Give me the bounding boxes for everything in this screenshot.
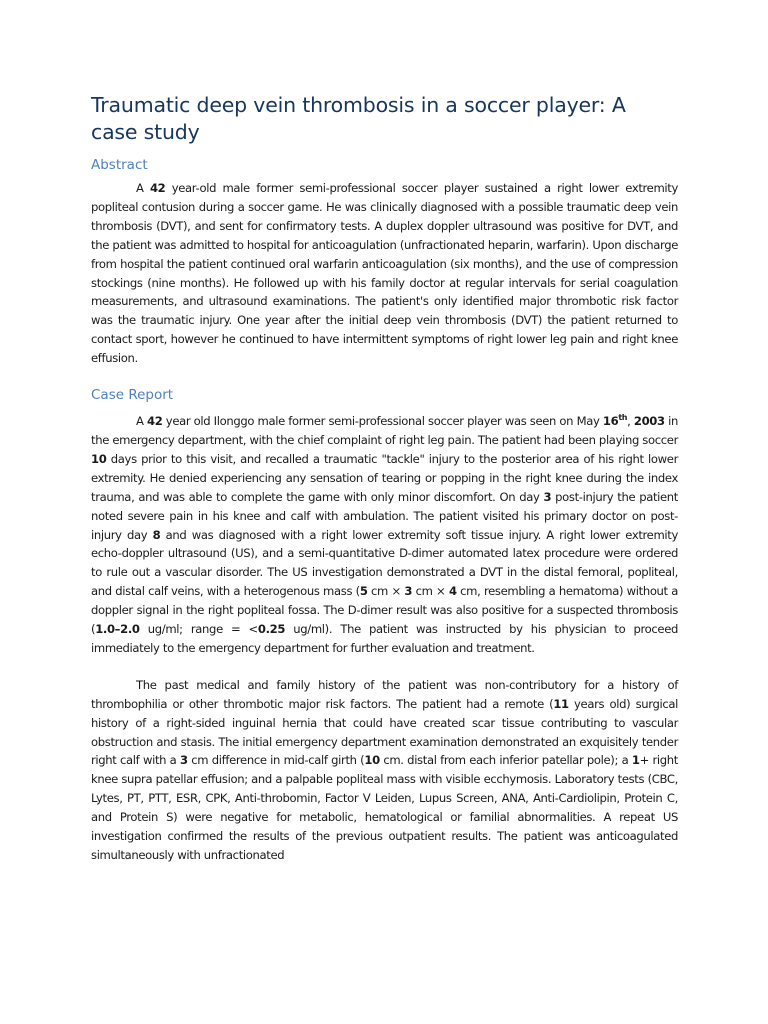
text-run: cm × [367, 584, 405, 599]
bold-value: 0.25 [257, 622, 286, 637]
text-run: ug/ml). The patient was instructed by his physician to proceed immediately to the emergency department for further evaluation and treatment. [91, 622, 678, 655]
bold-value: 2003 [633, 414, 665, 429]
text-run: The past medical and family history of the patient was non-contributory for a history of thrombophilia or other thrombotic major risk factors. The patient had a remote ( [91, 677, 678, 711]
bold-value: 8 [152, 527, 161, 542]
bold-value: 1.0–2.0 [95, 622, 140, 637]
bold-value: 11 [553, 696, 569, 711]
text-run: in the emergency department, with the chief complaint of right leg pain. The patient had been playing soccer [91, 414, 679, 447]
text-run: cm, resembling a hematoma) without a doppler signal in the right popliteal fossa. The D-dimer result was also positive for a suspected thrombosis ( [91, 584, 679, 637]
paper-page [91, 92, 678, 865]
text-run: year-old male former semi-professional soccer player sustained a right lower extremity popliteal contusion during a soccer game. He was clinically diagnosed with a possible traumatic deep vein thrombosis (DVT), and sent for confirmatory tests. A duplex doppler ultrasound was positive for DVT, and the patient was admitted to hospital for anticoagulation (unfractionated heparin, warfarin). Upon discharge from hospital the patient continued oral warfarin anticoagulation (six months), and the use of compression stockings (nine months). He followed up with his family doctor at regular intervals for serial coagulation measurements, and ultrasound examinations. The patient's only identified major thrombotic risk factor was the traumatic injury. One year after the initial deep vein thrombosis (DVT) the patient returned to contact sport, however he continued to have intermittent symptoms of right lower leg pain and right knee effusion. [91, 181, 678, 366]
text-run: A [136, 414, 147, 429]
text-run: year old Ilonggo male former semi-professional soccer player was seen on May [162, 414, 603, 429]
text-run: days prior to this visit, and recalled a traumatic "tackle" injury to the posterior area of his right lower extremity. He denied experiencing any sensation of tearing or popping in the right knee during the index trauma, and was able to complete the game with only minor discomfort. On day [91, 451, 678, 504]
text-run: years old) surgical history of a right-sided inguinal hernia that could have created scar tissue contributing to vascular obstruction and stasis. The initial emergency department examination demonstrated an exquisitely tender right calf with a [91, 696, 678, 768]
bold-value: 10 [364, 753, 380, 768]
abstract-heading: Abstract [91, 157, 148, 173]
text-run: and was diagnosed with a right lower extremity soft tissue injury. A right lower extremity echo-doppler ultrasound (US), and a semi-quantitative D-dimer automated latex procedure were ordered to rule out a vascular disorder. The US investigation demonstrated a DVT in the distal femoral, popliteal, and distal calf veins, with a heterogenous mass ( [91, 527, 678, 599]
text-run: ug/ml; range = < [139, 622, 258, 637]
bold-value: 3 [404, 584, 413, 599]
abstract-paragraph [91, 179, 678, 368]
paper-title: Traumatic deep vein thrombosis in a soccer player: A case study [91, 93, 626, 144]
bold-value: 5 [359, 584, 368, 599]
text-run: + right knee supra patellar effusion; and a palpable popliteal mass with visible ecchymosis. Laboratory tests (CBC, Lytes, PT, PTT, ESR, CPK, Anti-throbomin, Factor V Leiden, Lupus Screen, ANA, Anti-Cardiolipin, Protein C, and Protein S) were negative for metabolic, hematological or familial abnormalities. A repeat US investigation confirmed the results of the previous outpatient results. The patient was anticoagulated simultaneously with unfractionated [91, 753, 678, 862]
bold-value: 1 [631, 753, 640, 768]
text-run: post-injury the patient noted severe pain in his knee and calf with ambulation. The patient visited his primary doctor on post-injury day [91, 489, 679, 542]
bold-value: 42 [149, 181, 166, 195]
bold-value: 42 [146, 414, 163, 429]
text-run: A [136, 181, 150, 195]
case-report-paragraph-1 [91, 412, 678, 658]
bold-value: 3 [179, 753, 188, 768]
text-run: cm difference in mid-calf girth ( [187, 753, 365, 768]
bold-value: 4 [448, 584, 457, 599]
text-run: cm × [412, 584, 449, 599]
text-run: cm. distal from each inferior patellar pole); a [379, 753, 632, 768]
bold-value: 16 [602, 414, 619, 429]
case-report-paragraph-2 [91, 676, 678, 865]
case-report-heading: Case Report [91, 387, 174, 404]
bold-value: th [618, 413, 628, 423]
bold-value: 10 [91, 451, 107, 466]
text-run: , [627, 414, 634, 429]
bold-value: 3 [543, 489, 552, 504]
